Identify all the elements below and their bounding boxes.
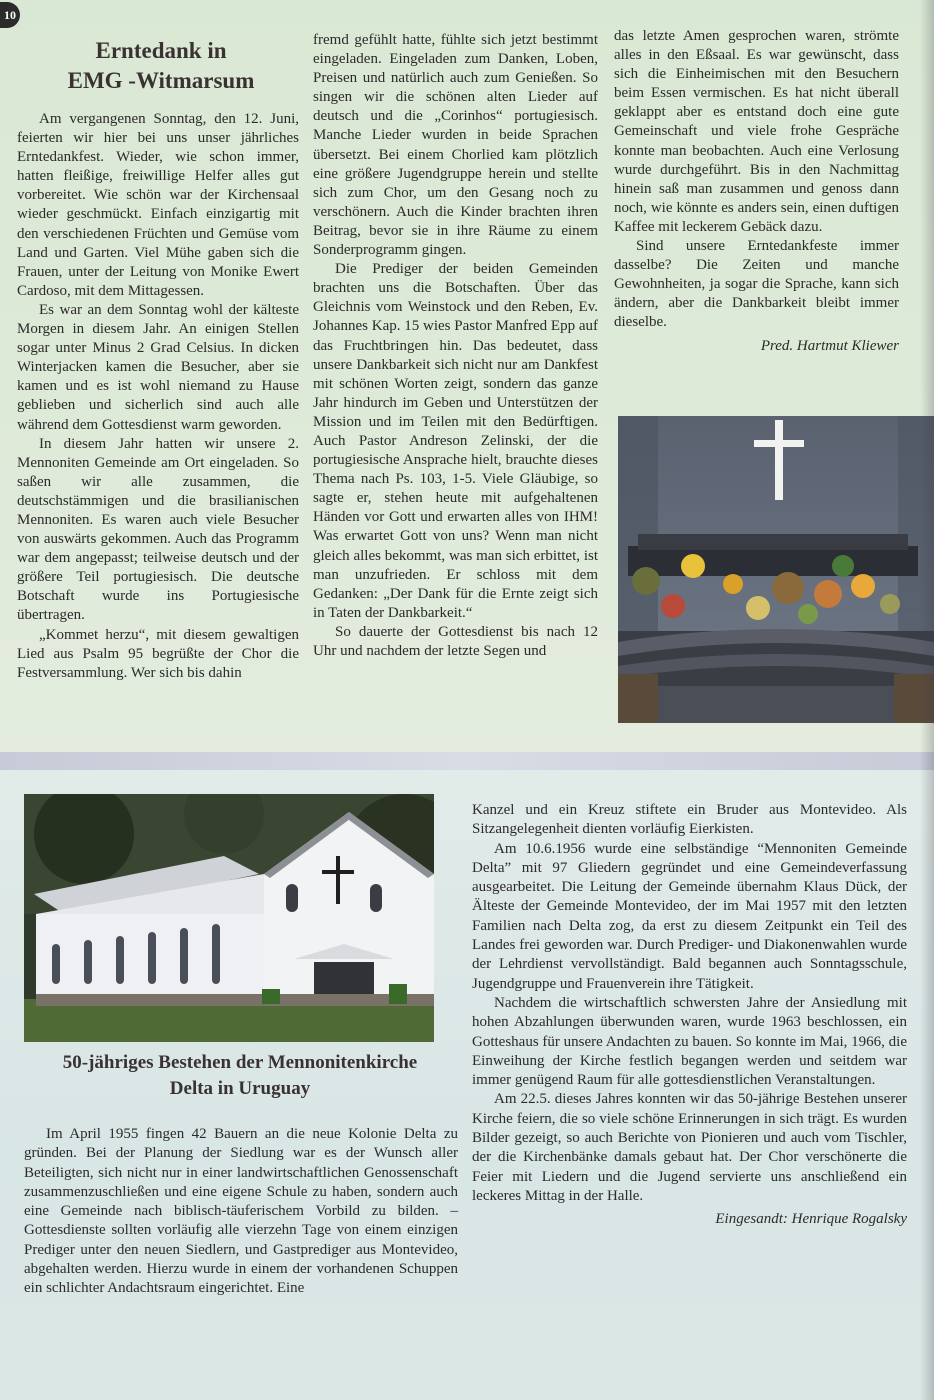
article1-signature: Pred. Hartmut Kliewer: [760, 337, 899, 354]
article2-signature: Eingesandt: Henrique Rogalsky: [715, 1211, 907, 1228]
article2-title: [20, 1050, 460, 1102]
article1-paragraph: Sind unsere Erntedankfeste immer dasselbe? Die Zeiten und manche Gewohnheiten, ja sogar die Sprache, kann sich ändern, aber die Dankbarkeit bleibt immer dieselbe.: [614, 238, 899, 331]
church-harvest-decoration-photo: [618, 416, 934, 723]
article1-paragraph: „Kommet herzu“, mit diesem gewaltigen Lied aus Psalm 95 begrüßte der Chor die Festversammlung. Wer sich bis dahin: [17, 626, 299, 681]
article1-paragraph: Am vergangenen Sonntag, den 12. Juni, feierten wir hier bei uns unser jährliches Erntedankfest. Wieder, wie schon immer, hatten fleißige, freiwillige Helfer alles gut vorbereitet. Wie schön war der Kirchensaal wieder geschmückt. Einfach einzigartig mit den verschiedenen Früchten und Gemüse vom Land und Garten. Viel Mühe gaben sich die Frauen, unter der Leitung von Monike Ewert Cardoso, mit dem Mittagessen.: [17, 111, 299, 299]
article1-paragraph: So dauerte der Gottesdienst bis nach 12 Uhr und nachdem der letzte Segen und: [313, 623, 598, 659]
article1-paragraph: Die Prediger der beiden Gemeinden brachten uns die Botschaften. Über das Gleichnis vom Weinstock und den Reben, Ev. Johannes Kap. 15 wies Pastor Manfred Epp auf das Fruchtbringen hin. Das bedeutet, dass unsere Dankbarkeit sich nicht nur am Dankfest mit schönen Worten zeigt, sondern das ganze Jahr hindurch im Geben und Unterstützen der Mission und im Teilen mit den Bedürftigen. Auch Pastor Andreson Zelinski, der die portugiesische Ansprache hielt, brauchte dieses Thema nach Ps. 103, 1-5. Viele Gläubige, so sagte er, stehen heute mit aufgehaltenen Händen vor Gott und erwarten alles von IHM! Was erwartet Gott von uns? Wenn man nicht gleich alles bekommt, was man sich erbittet, ist man unzufrieden. Er schloss mit dem Gedanken: „Der Dank für die Ernte zeigt sich in Taten der Dankbarkeit.“: [313, 261, 598, 621]
mennonite-church-delta-photo: [24, 794, 434, 1042]
article1-column-1: [17, 110, 299, 683]
article2-column-right: [472, 801, 907, 1230]
article2-title-line1: 50-jähriges Bestehen der Mennonitenkirche: [62, 1052, 418, 1073]
article2-paragraph: Kanzel und ein Kreuz stiftete ein Bruder aus Montevideo. Als Sitzangelegenheit dienten vorläufig Eierkisten.: [472, 802, 907, 838]
article1-column-2: [313, 31, 598, 661]
article1-column-3: [614, 27, 899, 356]
article1-title-line1: Erntedank in: [95, 38, 227, 63]
article2-paragraph: Am 10.6.1956 wurde eine selbständige “Mennoniten Gemeinde Delta” mit 97 Gliedern gegründet und eine Gemeindeverfassung ausgearbeitet. Die Leitung der Gemeinde übernahm Klaus Dück, der Älteste der Gemeinde Montevideo, der im Mai 1957 mit den letzten Familien nach Delta zog, da erst zu diesem Zeitpunkt ein Teil des Landes frei geworden war. Durch Prediger- und Diakonenwahlen wurde der Lehrdienst vervollständigt. Bald begannen auch Sonntagsschule, Jugendgruppe und Frauenverein ihre Tätigkeit.: [472, 840, 907, 992]
article2-column-left: [24, 1125, 458, 1299]
article1-paragraph: In diesem Jahr hatten wir unsere 2. Mennoniten Gemeinde am Ort eingeladen. So saßen wir alle zusammen, die deutschstämmigen und die brasilianischen Mennoniten. Es waren auch viele Besucher von auswärts gekommen. Auch das Programm war dem angepasst; teilweise deutsch und der größere Teil portugiesisch. Die deutsche Botschaft wurde ins Portugiesische übertragen.: [17, 435, 299, 624]
article2-title-line2: Delta in Uruguay: [169, 1078, 311, 1099]
article2-paragraph: Nachdem die wirtschaftlich schwersten Jahre der Ansiedlung mit hohen Abzahlungen überwunden waren, wurde 1963 beschlossen, ein Gotteshaus für unsere Andachten zu bauen. So konnte im Mai, 1966, die Einweihung der Kirche festlich begangen werden und seitdem war immer genügend Raum für alle gottesdienstlichen Veranstaltungen.: [472, 994, 907, 1089]
article1-title-line2: EMG -Witmarsum: [67, 68, 255, 93]
article1-paragraph: Es war an dem Sonntag wohl der kälteste Morgen in diesem Jahr. An einigen Stellen sogar unter Minus 2 Grad Celsius. In dicken Winterjacken kamen die Besucher, aber sie kamen und es ist wohl niemand zu Hause geblieben und sicherlich sind auch alle während dem Gottesdienst warm geworden.: [17, 301, 299, 433]
section-divider-band: [0, 752, 934, 770]
article1-paragraph: das letzte Amen gesprochen waren, strömte alles in den Eßsaal. Es war gewünscht, dass sich die Einheimischen mit den Besuchern beim Essen vermischen. Es hat nicht überall geklappt aber es entstand doch eine gute Gemeinschaft und viele frohe Gespräche konnte man beobachten. Auch eine Verlosung wurde durchgeführt. Bis in den Nachmittag hinein saß man zusammen und genoss dann noch, wie könnte es anders sein, einen duftigen Kaffee mit leckerem Gebäck dazu.: [614, 28, 899, 235]
article2-paragraph: Im April 1955 fingen 42 Bauern an die neue Kolonie Delta zu gründen. Bei der Planung der Siedlung war es der Wunsch aller Beteiligten, sich nicht nur in einer landwirtschaftlichen Genossenschaft zusammenzuschließen und eine eigene Schule zu haben, sondern auch eine Gemeinde nach biblisch-täuferischem Vorbild zu bilden. – Gottesdienste sollten vorläufig alle vierzehn Tage von einem einzigen Prediger unter den neuen Siedlern, und Gastprediger aus Montevideo, abgehalten werden. Hierzu wurde in einem der vorhandenen Schuppen ein schlichter Andachtsraum eingerichtet. Eine: [24, 1126, 458, 1297]
article1-paragraph: fremd gefühlt hatte, fühlte sich jetzt bestimmt eingeladen. Eingeladen zum Danken, Loben, Preisen und natürlich auch zum Genießen. So singen wir die schönen alten Lieder auf deutsch und die „Corinhos“ portugiesisch. Manche Lieder wurden in beide Sprachen übersetzt. Bei einem Chorlied kam plötzlich eine größere Jugendgruppe herein und stellte sich zum Chor, um den Gesang noch zu verschönern. Auch die Kinder brachten ihren Beitrag, bevor sie in ihre Räume zu einem Sonderprogramm gingen.: [313, 32, 598, 259]
article1-title: [22, 36, 300, 96]
article2-paragraph: Am 22.5. dieses Jahres konnten wir das 50-jährige Bestehen unserer Kirche feiern, die so viele schöne Erinnerungen in sich trägt. Es wurden Bilder gezeigt, so auch Berichte von Pionieren und auch vom Tischler, der die Kirchenbänke damals gebaut hat. Der Chor verschönerte die Feier mit Liedern und die Jugend servierte uns anschließend ein leckeres Mittag in der Halle.: [472, 1091, 907, 1204]
page-edge-shadow: [920, 0, 934, 1400]
page-number-badge: 10: [0, 2, 20, 28]
